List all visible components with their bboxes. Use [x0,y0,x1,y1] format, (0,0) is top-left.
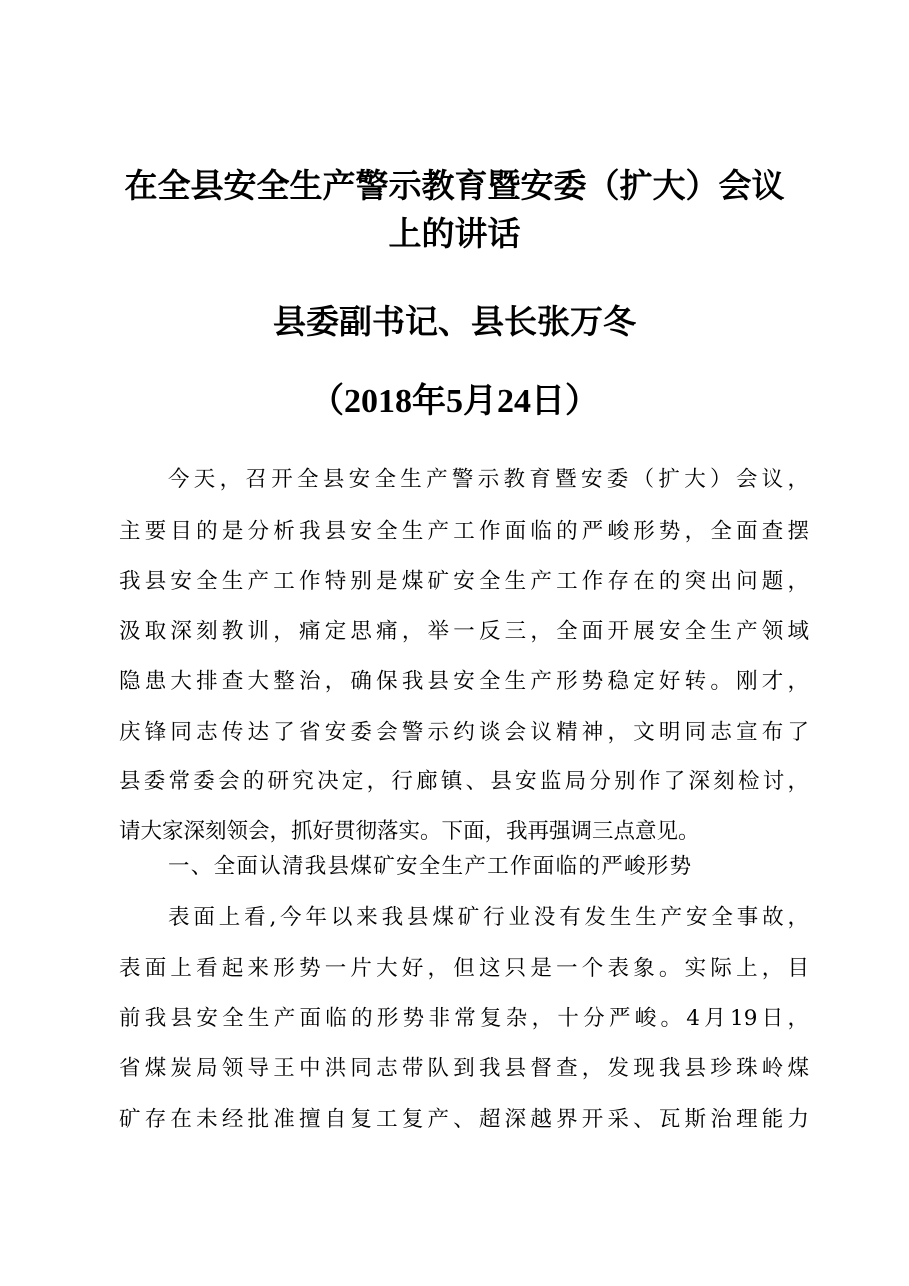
paragraph-1-line: 县委常委会的研究决定，行廊镇、县安监局分别作了深刻检讨， [119,769,809,794]
document-title-line-1: 在全县安全生产警示教育暨安委（扩大）会议 [124,166,785,205]
paragraph-2-line: 前我县安全生产面临的形势非常复杂，十分严峻。4月19日， [119,1006,809,1031]
document-author: 县委副书记、县长张万冬 [273,302,636,341]
paragraph-2-line: 表面上看起来形势一片大好，但这只是一个表象。实际上，目 [119,956,809,981]
paragraph-1-line: 请大家深刻领会，抓好贯彻落实。下面，我再强调三点意见。 [119,819,700,844]
paragraph-1-line: 我县安全生产工作特别是煤矿安全生产工作存在的突出问题， [119,569,809,594]
paragraph-1-line: 主要目的是分析我县安全生产工作面临的严峻形势，全面查摆 [119,519,809,544]
paragraph-2-line: 矿存在未经批准擅自复工复产、超深越界开采、瓦斯治理能力 [119,1107,809,1132]
section-1-heading: 一、全面认清我县煤矿安全生产工作面临的严峻形势 [168,854,693,879]
paragraph-2-line: 表面上看,今年以来我县煤矿行业没有发生生产安全事故， [168,905,809,930]
paragraph-2-line: 省煤炭局领导王中洪同志带队到我县督查，发现我县珍珠岭煤 [119,1056,809,1081]
paragraph-1-line: 隐患大排查大整治，确保我县安全生产形势稳定好转。刚才， [119,669,809,694]
paragraph-1-line: 庆锋同志传达了省安委会警示约谈会议精神，文明同志宣布了 [119,720,809,745]
paragraph-1-line: 今天，召开全县安全生产警示教育暨安委（扩大）会议， [168,467,809,492]
document-date: （2018年5月24日） [310,383,599,420]
document-title-line-2: 上的讲话 [388,214,521,253]
paragraph-1-line: 汲取深刻教训，痛定思痛，举一反三，全面开展安全生产领域 [119,619,809,644]
